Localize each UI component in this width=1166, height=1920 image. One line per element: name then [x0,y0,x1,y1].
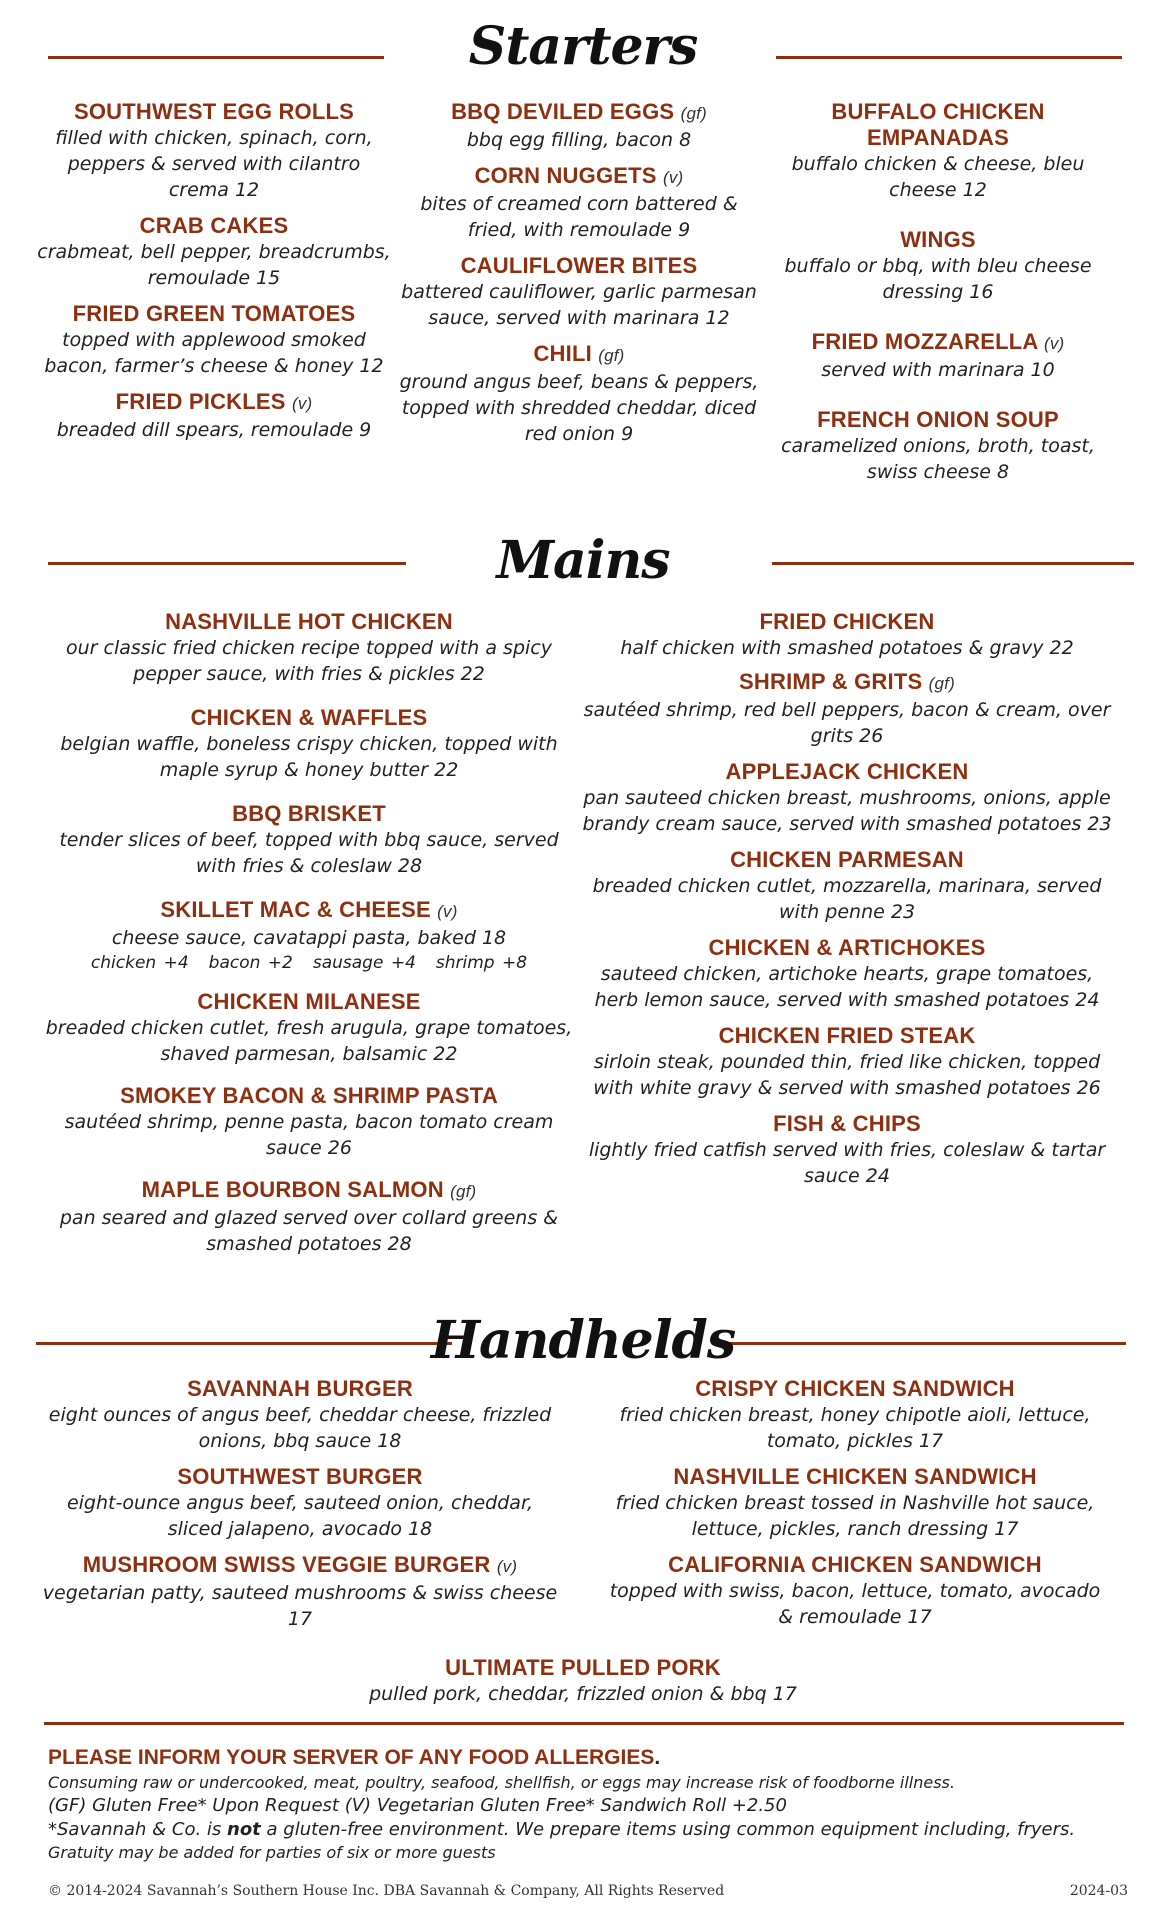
item-name-text: FRENCH ONION SOUP [817,407,1059,432]
menu-item-cauliflower-bites [398,253,760,331]
menu-item-chili [398,341,760,447]
item-name-text: CHICKEN & WAFFLES [190,705,428,730]
menu-item-fried-pickles [36,389,392,443]
item-name [600,1552,1110,1578]
item-name-text: CALIFORNIA CHICKEN SANDWICH [668,1552,1042,1577]
item-description: our classic fried chicken recipe topped with a spicy pepper sauce, with fries & pickles 22 [66,637,552,685]
menu-item-crab-cakes [36,213,392,291]
addon-option: shrimp +8 [435,953,528,973]
addon-option: chicken +4 [90,953,189,973]
item-description: sautéed shrimp, penne pasta, bacon tomato cream sauce 26 [64,1111,554,1159]
item-description: lightly fried catfish served with fries, coleslaw & tartar sauce 24 [588,1139,1106,1187]
item-name [580,1111,1114,1137]
item-name [36,389,392,417]
item-description: buffalo chicken & cheese, bleu cheese 12 [791,153,1085,201]
item-name: ULTIMATE PULLED PORK [445,1655,721,1680]
item-description: bites of creamed corn battered & fried, with remoulade 9 [420,193,738,241]
handhelds-center [300,1655,866,1707]
menu-item-ultimate-pulled-pork [300,1655,866,1707]
item-description: buffalo or bbq, with bleu cheese dressing 16 [784,255,1092,303]
menu-item-nashville-chicken-sandwich [600,1464,1110,1542]
starters-column-2 [398,99,760,447]
item-name-text: SOUTHWEST EGG ROLLS [73,99,355,124]
item-description: pulled pork, cheddar, frizzled onion & bbq 17 [369,1683,797,1705]
item-name-text: CRISPY CHICKEN SANDWICH [695,1376,1015,1401]
diet-tag: (gf) [598,346,625,365]
copyright-line [48,1883,1128,1899]
item-description: battered cauliflower, garlic parmesan sauce, served with marinara 12 [401,281,757,329]
item-name-text: CHICKEN PARMESAN [730,847,964,872]
allergy-text: PLEASE INFORM YOUR SERVER OF ANY FOOD ALLERGIES [48,1746,655,1769]
item-name-text: SKILLET MAC & CHEESE [160,897,431,922]
menu-item-savannah-burger [40,1376,560,1454]
item-name [398,253,760,279]
menu-item-california-chicken-sandwich [600,1552,1110,1630]
item-description: fried chicken breast, honey chipotle aioli, lettuce, tomato, pickles 17 [619,1404,1091,1452]
handhelds-column-1 [40,1376,560,1632]
item-name [580,609,1114,635]
item-name [580,669,1114,697]
diet-legend: (GF) Gluten Free* Upon Request (V) Vegetarian Gluten Free* Sandwich Roll +2.50 [48,1795,787,1816]
item-name-text: CRAB CAKES [139,213,289,238]
handhelds-column-2 [600,1376,1110,1630]
menu-item-wings [760,227,1116,305]
item-name-text: WINGS [900,227,976,252]
menu-item-corn-nuggets [398,163,760,243]
item-name-text: CHILI [533,341,592,366]
item-name [398,341,760,369]
menu-item-shrimp-grits [580,669,1114,749]
diet-tag: (v) [496,1557,518,1576]
item-name [760,227,1116,253]
allergy-notice [48,1744,1128,1772]
starters-column-1 [36,99,392,443]
item-description: belgian waffle, boneless crispy chicken, topped with maple syrup & honey butter 22 [60,733,558,781]
item-name [580,759,1114,785]
item-name-text: FISH & CHIPS [773,1111,921,1136]
menu-item-bbq-brisket [44,801,574,879]
item-name [600,1376,1110,1402]
item-description: bbq egg filling, bacon 8 [466,129,692,151]
item-name-text: SOUTHWEST BURGER [177,1464,423,1489]
item-description: tender slices of beef, topped with bbq sauce, served with fries & coleslaw 28 [59,829,559,877]
item-name [44,1177,574,1205]
menu-item-chicken-artichokes [580,935,1114,1013]
item-name [600,1464,1110,1490]
item-description: sirloin steak, pounded thin, fried like chicken, topped with white gravy & served with smashed potatoes 26 [593,1051,1101,1099]
menu-item-smokey-bacon-shrimp-pasta [44,1083,574,1161]
item-name [760,407,1116,433]
item-name [580,1023,1114,1049]
menu-item-bbq-deviled-eggs [398,99,760,153]
item-description: cheese sauce, cavatappi pasta, baked 18 [111,927,507,949]
starters-column-3 [760,99,1116,485]
item-description: breaded chicken cutlet, mozzarella, marinara, served with penne 23 [592,875,1102,923]
menu-item-southwest-egg-rolls [36,99,392,203]
menu-item-fried-mozzarella [760,329,1116,383]
item-name [36,99,392,125]
item-name-text: MAPLE BOURBON SALMON [141,1177,444,1202]
item-description: served with marinara 10 [821,359,1055,381]
item-name [398,99,760,127]
item-name [36,213,392,239]
item-name-text: FRIED GREEN TOMATOES [72,301,356,326]
item-name [580,935,1114,961]
item-name [760,329,1116,357]
starters-title: Starters [468,16,698,77]
item-name [44,801,574,827]
item-name [40,1552,560,1580]
gluten-disclaimer-post: a gluten-free environment. We prepare items using common equipment including, fryers. [260,1819,1076,1840]
gratuity-note: Gratuity may be added for parties of six or more guests [48,1843,496,1862]
item-name-text: CHICKEN FRIED STEAK [718,1023,976,1048]
menu-item-fried-green-tomatoes [36,301,392,379]
menu-item-chicken-milanese [44,989,574,1067]
item-name-text: APPLEJACK CHICKEN [725,759,969,784]
addon-option: sausage +4 [312,953,416,973]
item-name-text: FRIED MOZZARELLA [811,329,1038,354]
item-description: sauteed chicken, artichoke hearts, grape tomatoes, herb lemon sauce, served with smashed potatoes 24 [594,963,1100,1011]
item-name [44,897,574,925]
item-name [44,609,574,635]
menu-item-southwest-burger [40,1464,560,1542]
item-description: vegetarian patty, sauteed mushrooms & swiss cheese 17 [42,1582,558,1630]
menu-item-nashville-hot-chicken [44,609,574,687]
menu-item-applejack-chicken [580,759,1114,837]
item-description: eight-ounce angus beef, sauteed onion, cheddar, sliced jalapeno, avocado 18 [66,1492,534,1540]
item-name-text: FRIED PICKLES [115,389,286,414]
item-name [44,989,574,1015]
menu-item-maple-bourbon-salmon [44,1177,574,1257]
item-name-text: BBQ BRISKET [232,801,386,826]
menu-item-chicken-parmesan [580,847,1114,925]
diet-tag: (gf) [680,104,707,123]
raw-warning: Consuming raw or undercooked, meat, poultry, seafood, shellfish, or eggs may increase risk of foodborne illness. [48,1773,955,1792]
item-name-text: CHICKEN & ARTICHOKES [708,935,986,960]
item-name-text: CAULIFLOWER BITES [460,253,698,278]
item-description: topped with swiss, bacon, lettuce, tomato, avocado & remoulade 17 [609,1580,1101,1628]
item-name-text: SAVANNAH BURGER [187,1376,413,1401]
mains-column-2 [580,609,1114,1189]
item-name [40,1464,560,1490]
menu-date: 2024-03 [1069,1883,1128,1899]
item-description: eight ounces of angus beef, cheddar cheese, frizzled onions, bbq sauce 18 [48,1404,552,1452]
item-addons [44,951,574,975]
item-name-text: MUSHROOM SWISS VEGGIE BURGER [82,1552,491,1577]
item-name [40,1376,560,1402]
item-name [44,705,574,731]
addon-option: bacon +2 [208,953,293,973]
diet-tag: (v) [291,394,313,413]
item-description: topped with applewood smoked bacon, farmer’s cheese & honey 12 [44,329,384,377]
item-description: pan sauteed chicken breast, mushrooms, onions, apple brandy cream sauce, served with smashed potatoes 23 [582,787,1112,835]
mains-title: Mains [496,530,670,591]
menu-item-mushroom-swiss-veggie-burger [40,1552,560,1632]
mains-column-1 [44,609,574,1257]
item-name-text: NASHVILLE CHICKEN SANDWICH [673,1464,1037,1489]
item-name-text: BUFFALO CHICKEN EMPANADAS [831,99,1045,150]
item-name-text: NASHVILLE HOT CHICKEN [165,609,453,634]
gluten-disclaimer-pre: *Savannah & Co. is [48,1819,227,1840]
item-name-text: SHRIMP & GRITS [739,669,923,694]
menu-item-french-onion-soup [760,407,1116,485]
menu-item-fish-chips [580,1111,1114,1189]
footer [48,1744,1128,1864]
allergy-dot: . [654,1746,661,1769]
gluten-disclaimer [48,1818,1128,1842]
copyright-text: © 2014-2024 Savannah’s Southern House Inc. DBA Savannah & Company, All Rights Reserved [48,1883,725,1899]
item-name-text: CORN NUGGETS [474,163,657,188]
item-description: fried chicken breast tossed in Nashville hot sauce, lettuce, pickles, ranch dressing 17 [615,1492,1095,1540]
item-description: breaded dill spears, remoulade 9 [56,419,372,441]
diet-tag: (v) [1043,334,1065,353]
menu-item-chicken-waffles [44,705,574,783]
item-name [44,1083,574,1109]
item-description: caramelized onions, broth, toast, swiss cheese 8 [781,435,1095,483]
item-description: pan seared and glazed served over collard greens & smashed potatoes 28 [59,1207,559,1255]
menu-item-crispy-chicken-sandwich [600,1376,1110,1454]
item-name-text: CHICKEN MILANESE [197,989,421,1014]
gluten-disclaimer-not: not [227,1819,261,1840]
menu-item-buffalo-chicken-empanadas [760,99,1116,203]
handhelds-title: Handhelds [430,1310,736,1371]
item-name-text: SMOKEY BACON & SHRIMP PASTA [120,1083,498,1108]
menu-item-chicken-fried-steak [580,1023,1114,1101]
diet-tag: (v) [662,168,684,187]
item-name [36,301,392,327]
item-description: ground angus beef, beans & peppers, topped with shredded cheddar, diced red onion 9 [399,371,759,445]
diet-tag: (gf) [450,1182,477,1201]
item-name [580,847,1114,873]
diet-tag: (gf) [928,674,955,693]
menu-item-fried-chicken [580,609,1114,661]
menu-item-skillet-mac-cheese [44,897,574,975]
item-name-text: FRIED CHICKEN [759,609,935,634]
footer-rule [44,1722,1124,1725]
item-description: breaded chicken cutlet, fresh arugula, grape tomatoes, shaved parmesan, balsamic 22 [45,1017,573,1065]
diet-tag: (v) [437,902,458,921]
item-name [398,163,760,191]
item-description: filled with chicken, spinach, corn, peppers & served with cilantro crema 12 [55,127,373,201]
item-description: half chicken with smashed potatoes & gravy 22 [620,637,1074,659]
item-name [760,99,1116,151]
item-description: crabmeat, bell pepper, breadcrumbs, remoulade 15 [37,241,391,289]
item-description: sautéed shrimp, red bell peppers, bacon & cream, over grits 26 [583,699,1111,747]
item-name-text: BBQ DEVILED EGGS [451,99,675,124]
